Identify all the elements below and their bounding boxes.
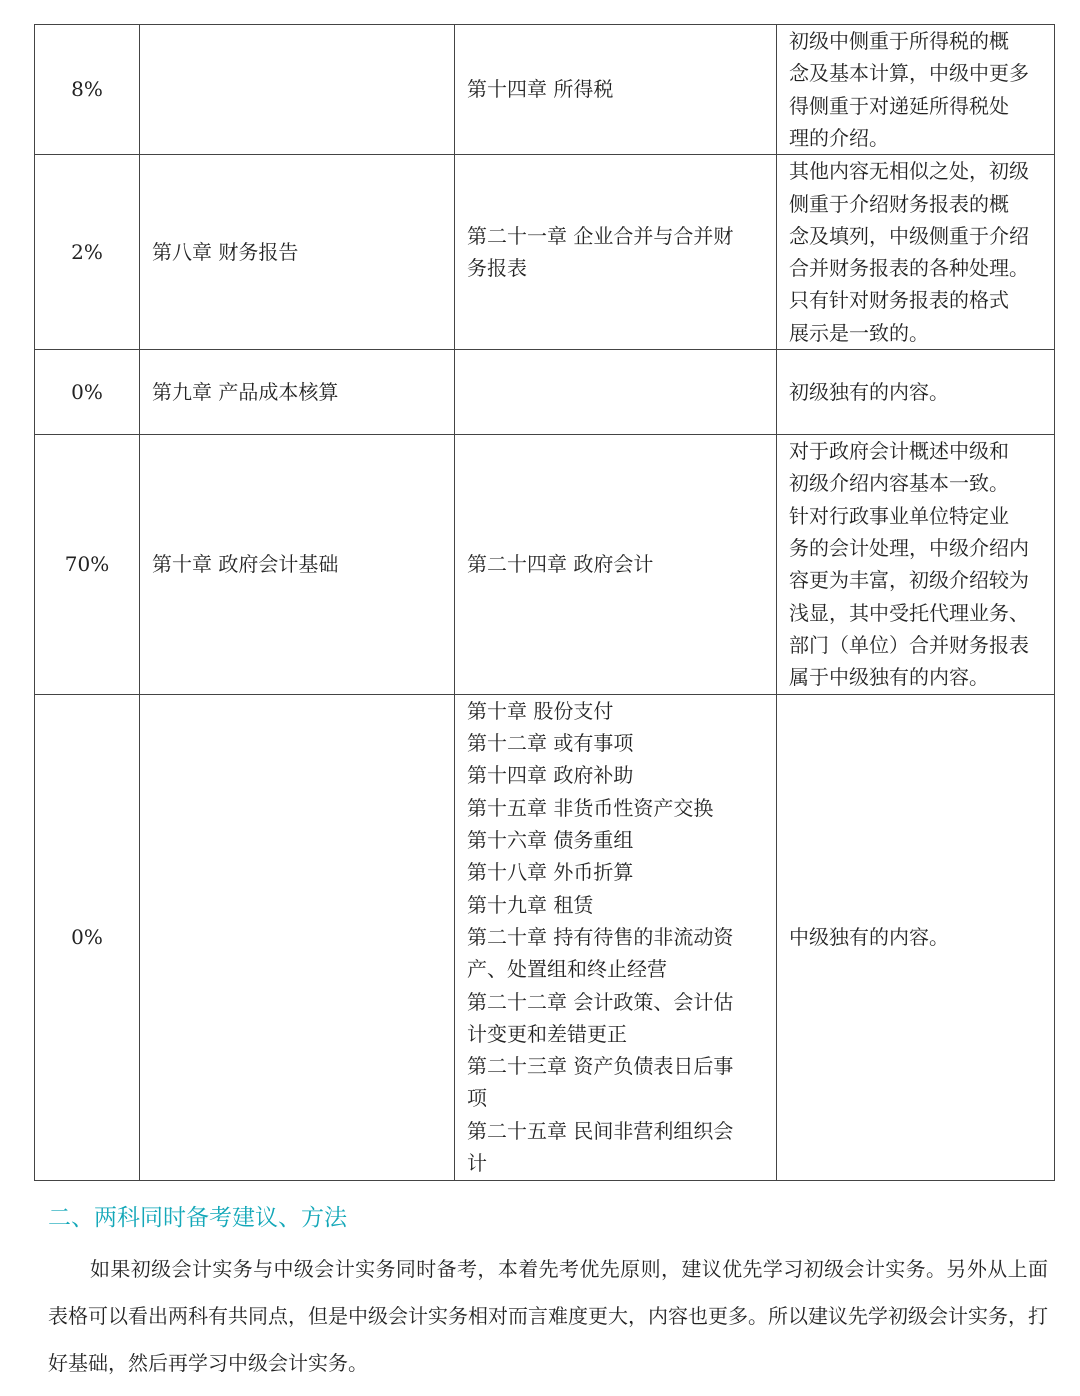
chapter-comparison-table xyxy=(34,24,1055,1181)
advice-paragraph: 如果初级会计实务与中级会计实务同时备考，本着先考优先原则，建议优先学习初级会计实务。另外从上面表格可以看出两科有共同点，但是中级会计实务相对而言难度更大，内容也更多。所以建议先学初级会计实务，打好基础，然后再学习中级会计实务。 xyxy=(48,1257,1048,1375)
percent-cell: 2% xyxy=(35,155,140,350)
intermediate-chapter-line: 第二十四章 政府会计 xyxy=(467,552,654,577)
intermediate-chapter-line: 第十五章 非货币性资产交换 xyxy=(467,795,714,820)
note-line: 初级介绍内容基本一致。 xyxy=(789,471,1009,496)
percent-cell: 8% xyxy=(35,25,140,155)
intermediate-chapter-line: 计 xyxy=(467,1150,487,1175)
note-line: 针对行政事业单位特定业 xyxy=(789,503,1009,528)
intermediate-chapter-line: 第十六章 债务重组 xyxy=(467,828,634,853)
note-cell xyxy=(777,350,1055,435)
table-row xyxy=(35,350,1055,435)
note-line: 务的会计处理，中级介绍内 xyxy=(789,536,1029,561)
intermediate-chapter-line: 第十四章 所得税 xyxy=(467,77,614,102)
note-line: 容更为丰富，初级介绍较为 xyxy=(789,568,1029,593)
junior-chapter-cell: 第八章 财务报告 xyxy=(140,155,455,350)
intermediate-chapter-line: 第二十二章 会计政策、会计估 xyxy=(467,989,734,1014)
intermediate-chapter-line: 计变更和差错更正 xyxy=(467,1021,627,1046)
note-cell xyxy=(777,155,1055,350)
note-line: 展示是一致的。 xyxy=(789,320,929,345)
intermediate-chapter-cell xyxy=(455,435,777,694)
table-row xyxy=(35,694,1055,1180)
note-line: 浅显，其中受托代理业务、 xyxy=(789,600,1029,625)
intermediate-chapter-line: 第二十章 持有待售的非流动资 xyxy=(467,924,734,949)
note-line: 侧重于介绍财务报表的概 xyxy=(789,191,1009,216)
intermediate-chapter-cell xyxy=(455,694,777,1180)
note-line: 其他内容无相似之处，初级 xyxy=(789,159,1029,184)
percent-cell: 0% xyxy=(35,694,140,1180)
note-line: 只有针对财务报表的格式 xyxy=(789,288,1009,313)
note-line: 初级中侧重于所得税的概 xyxy=(789,29,1009,53)
intermediate-chapter-cell xyxy=(455,25,777,155)
intermediate-chapter-line: 第十二章 或有事项 xyxy=(467,731,634,756)
intermediate-chapter-line: 第二十五章 民间非营利组织会 xyxy=(467,1118,734,1143)
note-line: 对于政府会计概述中级和 xyxy=(789,439,1009,464)
note-cell xyxy=(777,25,1055,155)
intermediate-chapter-line: 第十章 股份支付 xyxy=(467,698,614,723)
junior-chapter-cell: 第九章 产品成本核算 xyxy=(140,350,455,435)
note-line: 中级独有的内容。 xyxy=(789,924,949,949)
note-line: 念及填列，中级侧重于介绍 xyxy=(789,223,1029,248)
intermediate-chapter-line: 务报表 xyxy=(467,256,527,281)
note-line: 合并财务报表的各种处理。 xyxy=(789,256,1029,281)
note-line: 初级独有的内容。 xyxy=(789,380,949,405)
junior-chapter-cell xyxy=(140,694,455,1180)
intermediate-chapter-line: 产、处置组和终止经营 xyxy=(467,957,667,982)
intermediate-chapter-cell xyxy=(455,155,777,350)
note-cell xyxy=(777,435,1055,694)
note-line: 部门（单位）合并财务报表 xyxy=(789,632,1029,657)
junior-chapter-cell: 第十章 政府会计基础 xyxy=(140,435,455,694)
table-row xyxy=(35,155,1055,350)
percent-cell: 70% xyxy=(35,435,140,694)
table-row xyxy=(35,25,1055,155)
note-line: 得侧重于对递延所得税处 xyxy=(789,93,1009,118)
note-cell xyxy=(777,694,1055,1180)
intermediate-chapter-cell xyxy=(455,350,777,435)
intermediate-chapter-line: 第二十一章 企业合并与合并财 xyxy=(467,223,734,248)
intermediate-chapter-line: 第十九章 租赁 xyxy=(467,892,594,917)
intermediate-chapter-line: 第十八章 外币折算 xyxy=(467,860,634,885)
intermediate-chapter-line: 项 xyxy=(467,1086,487,1111)
note-line: 念及基本计算，中级中更多 xyxy=(789,61,1029,86)
chapter-comparison-table-wrap xyxy=(34,24,1054,1181)
intermediate-chapter-line: 第十四章 政府补助 xyxy=(467,763,634,788)
note-line: 属于中级独有的内容。 xyxy=(789,665,989,690)
table-row xyxy=(35,435,1055,694)
section-heading: 二、两科同时备考建议、方法 xyxy=(48,1205,347,1231)
percent-cell: 0% xyxy=(35,350,140,435)
intermediate-chapter-line: 第二十三章 资产负债表日后事 xyxy=(467,1054,734,1079)
junior-chapter-cell xyxy=(140,25,455,155)
note-line: 理的介绍。 xyxy=(789,125,889,150)
